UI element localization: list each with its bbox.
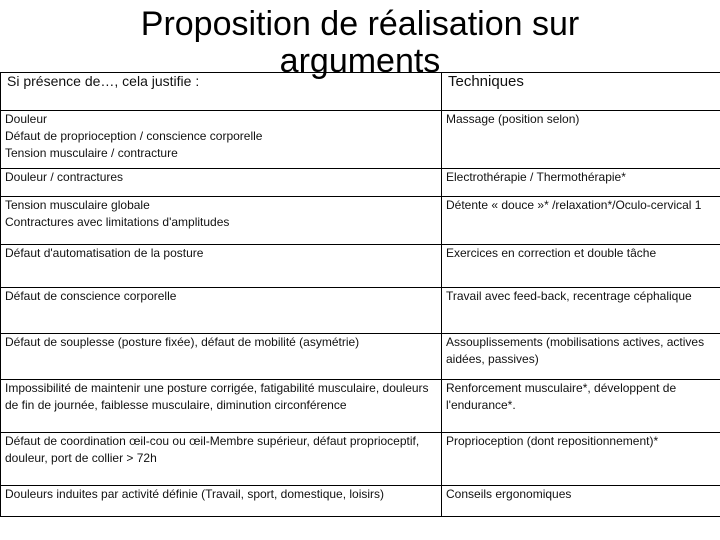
technique-cell: [442, 380, 720, 433]
indication-line: Douleur: [5, 112, 48, 126]
indication-cell: [1, 486, 442, 517]
table-row: [1, 245, 720, 288]
indication-line: Tension musculaire globale: [5, 198, 150, 212]
indication-line: Défaut de coordination œil-cou ou œil-Membre supérieur, défaut proprioceptif,: [5, 434, 420, 448]
indication-cell: [1, 197, 442, 245]
header-techniques: Techniques: [442, 73, 720, 111]
indication-line: douleur, port de collier > 72h: [5, 451, 157, 465]
technique-cell: [442, 169, 720, 197]
indication-line: Douleur / contractures: [5, 170, 124, 184]
technique-line: Massage (position selon): [446, 112, 580, 126]
indication-cell: [1, 169, 442, 197]
table-row: [1, 433, 720, 486]
slide-title-line-1: Proposition de réalisation sur: [140, 5, 580, 43]
technique-line: Proprioception (dont repositionnement)*: [446, 434, 659, 448]
table-row: [1, 486, 720, 517]
technique-line: Exercices en correction et double tâche: [446, 246, 657, 260]
technique-line: Renforcement musculaire*, développent de: [446, 381, 677, 395]
indication-line: de fin de journée, faiblesse musculaire, diminution circonférence: [5, 398, 347, 412]
indication-line: Défaut de souplesse (posture fixée), défaut de mobilité (asymétrie): [5, 335, 360, 349]
technique-cell: [442, 486, 720, 517]
technique-cell: [442, 245, 720, 288]
indication-line: Contractures avec limitations d'amplitudes: [5, 215, 230, 229]
table-row: [1, 334, 720, 380]
table-row: [1, 197, 720, 245]
indication-cell: [1, 334, 442, 380]
slide-title: [0, 6, 720, 80]
table-row: [1, 288, 720, 334]
indication-line: Défaut de proprioception / conscience corporelle: [5, 129, 263, 143]
technique-cell: [442, 111, 720, 169]
header-indication: Si présence de…, cela justifie :: [1, 73, 442, 111]
technique-line: Travail avec feed-back, recentrage céphalique: [446, 289, 692, 303]
technique-cell: [442, 433, 720, 486]
indication-line: Défaut de conscience corporelle: [5, 289, 177, 303]
technique-line: aidées, passives): [446, 352, 539, 366]
technique-line: Détente « douce »* /relaxation*/Oculo-cervical 1: [446, 198, 702, 212]
indication-cell: [1, 380, 442, 433]
technique-line: Electrothérapie / Thermothérapie*: [446, 170, 626, 184]
indication-line: Tension musculaire / contracture: [5, 146, 178, 160]
indication-line: Impossibilité de maintenir une posture corrigée, fatigabilité musculaire, douleurs: [5, 381, 429, 395]
technique-line: Conseils ergonomiques: [446, 487, 572, 501]
technique-cell: [442, 288, 720, 334]
indication-line: Douleurs induites par activité définie (Travail, sport, domestique, loisirs): [5, 487, 385, 501]
table-row: [1, 380, 720, 433]
indication-cell: [1, 111, 442, 169]
technique-cell: [442, 334, 720, 380]
technique-cell: [442, 197, 720, 245]
table-header-row: [1, 73, 720, 111]
indication-cell: [1, 245, 442, 288]
indication-cell: [1, 288, 442, 334]
table-row: [1, 111, 720, 169]
technique-line: l'endurance*.: [446, 398, 516, 412]
arguments-table: [0, 72, 720, 517]
table-row: [1, 169, 720, 197]
slide-title-line-2: arguments: [279, 42, 441, 80]
technique-line: Assouplissements (mobilisations actives, actives: [446, 335, 705, 349]
indication-line: Défaut d'automatisation de la posture: [5, 246, 204, 260]
indication-cell: [1, 433, 442, 486]
